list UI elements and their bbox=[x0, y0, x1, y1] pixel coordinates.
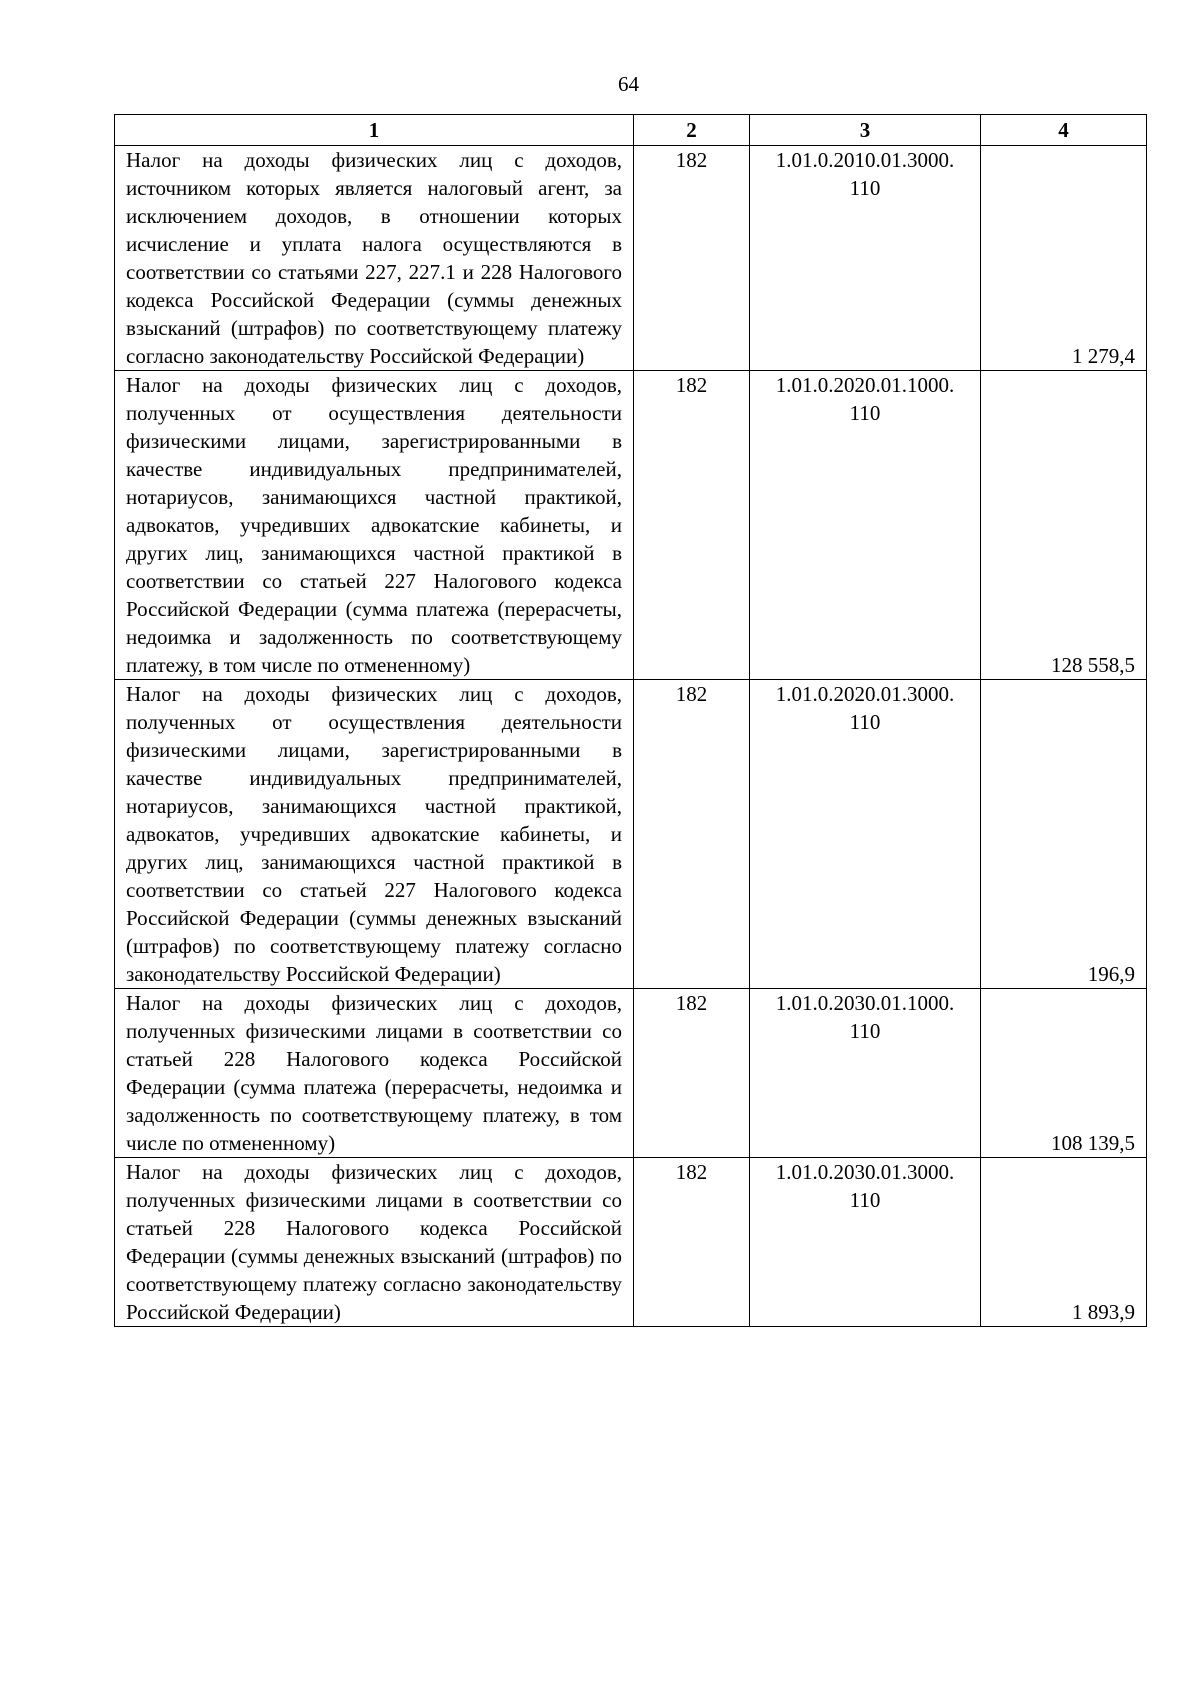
budget-classification-code-cell: 1.01.0.2030.01.3000. 110 bbox=[750, 1158, 981, 1327]
column-header-2: 2 bbox=[634, 115, 750, 146]
income-name-cell: Налог на доходы физических лиц с доходов, полученных от осуществления деятельности физическими лицами, зарегистрированными в качестве индивидуальных предпринимателей, нотариусов, занимающихся частной практикой, адвокатов, учредивших адвокатские кабинеты, и других лиц, занимающихся частной практикой в соответствии со статьей 227 Налогового кодекса Российской Федерации (сумма платежа (перерасчеты, недоимка и задолженность по соответствующему платежу, в том числе по отмененному) bbox=[115, 371, 634, 680]
amount-cell: 108 139,5 bbox=[981, 989, 1147, 1158]
income-name-cell: Налог на доходы физических лиц с доходов, источником которых является налоговый агент, за исключением доходов, в отношении которых исчисление и уплата налога осуществляются в соответствии со статьями 227, 227.1 и 228 Налогового кодекса Российской Федерации (суммы денежных взысканий (штрафов) по соответствующему платежу согласно законодательству Российской Федерации) bbox=[115, 146, 634, 371]
amount-cell: 128 558,5 bbox=[981, 371, 1147, 680]
column-header-1: 1 bbox=[115, 115, 634, 146]
table-row bbox=[115, 371, 1147, 680]
budget-classification-code-cell: 1.01.0.2010.01.3000. 110 bbox=[750, 146, 981, 371]
admin-code-cell: 182 bbox=[634, 680, 750, 989]
table-header-row bbox=[115, 115, 1147, 146]
column-header-4: 4 bbox=[981, 115, 1147, 146]
column-header-3: 3 bbox=[750, 115, 981, 146]
budget-classification-code-cell: 1.01.0.2030.01.1000. 110 bbox=[750, 989, 981, 1158]
table-row bbox=[115, 989, 1147, 1158]
table-row bbox=[115, 146, 1147, 371]
admin-code-cell: 182 bbox=[634, 371, 750, 680]
amount-cell: 196,9 bbox=[981, 680, 1147, 989]
income-name-cell: Налог на доходы физических лиц с доходов, полученных физическими лицами в соответствии со статьей 228 Налогового кодекса Российской Федерации (суммы денежных взысканий (штрафов) по соответствующему платежу согласно законодательству Российской Федерации) bbox=[115, 1158, 634, 1327]
admin-code-cell: 182 bbox=[634, 1158, 750, 1327]
admin-code-cell: 182 bbox=[634, 146, 750, 371]
income-name-cell: Налог на доходы физических лиц с доходов, полученных от осуществления деятельности физическими лицами, зарегистрированными в качестве индивидуальных предпринимателей, нотариусов, занимающихся частной практикой, адвокатов, учредивших адвокатские кабинеты, и других лиц, занимающихся частной практикой в соответствии со статьей 227 Налогового кодекса Российской Федерации (суммы денежных взысканий (штрафов) по соответствующему платежу согласно законодательству Российской Федерации) bbox=[115, 680, 634, 989]
table-row bbox=[115, 1158, 1147, 1327]
amount-cell: 1 279,4 bbox=[981, 146, 1147, 371]
admin-code-cell: 182 bbox=[634, 989, 750, 1158]
budget-classification-code-cell: 1.01.0.2020.01.3000. 110 bbox=[750, 680, 981, 989]
table-row bbox=[115, 680, 1147, 989]
income-name-cell: Налог на доходы физических лиц с доходов, полученных физическими лицами в соответствии со статьей 228 Налогового кодекса Российской Федерации (сумма платежа (перерасчеты, недоимка и задолженность по соответствующему платежу, в том числе по отмененному) bbox=[115, 989, 634, 1158]
page-number: 64 bbox=[618, 72, 639, 96]
budget-classification-code-cell: 1.01.0.2020.01.1000. 110 bbox=[750, 371, 981, 680]
amount-cell: 1 893,9 bbox=[981, 1158, 1147, 1327]
revenue-table bbox=[114, 114, 1147, 1327]
